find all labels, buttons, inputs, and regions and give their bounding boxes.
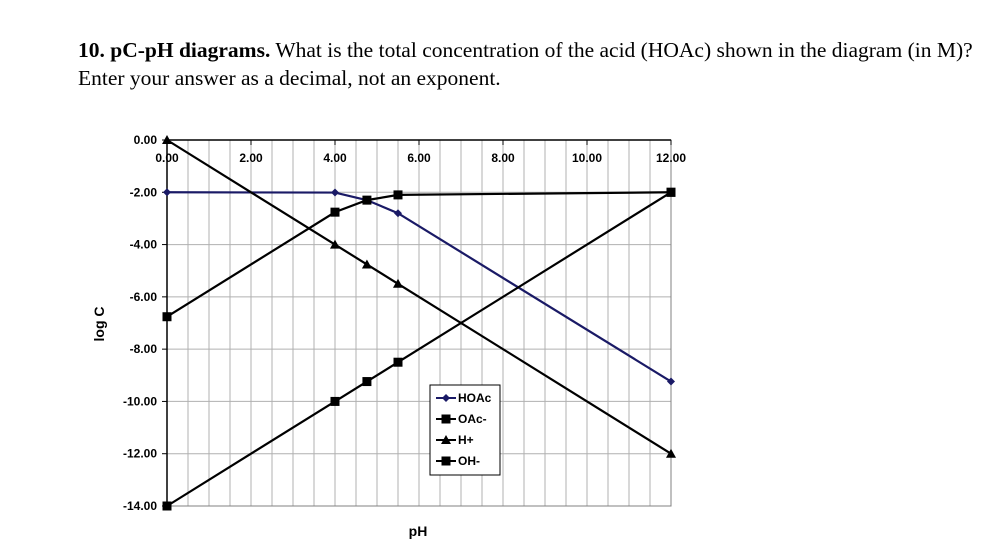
question-body: What is the total concentration of the acid (HOAc) shown in the diagram (in M)? Enter your answer as a decimal, not an exponent.	[78, 38, 973, 90]
y-tick-labels	[123, 133, 167, 513]
data-point-hoac	[163, 188, 171, 196]
question-number-title: 10. pC-pH diagrams.	[78, 38, 271, 62]
y-tick-label: -4.00	[129, 237, 157, 252]
x-tick-labels	[155, 140, 686, 165]
legend-label: HOAc	[458, 391, 492, 405]
legend-label: OAc-	[458, 412, 487, 426]
x-tick-label: 2.00	[239, 151, 263, 165]
x-tick-label: 4.00	[323, 151, 347, 165]
data-point-oh	[163, 502, 172, 511]
legend	[430, 385, 500, 475]
data-point-oh	[362, 377, 371, 386]
x-axis-label: pH	[408, 523, 428, 539]
legend-label: OH-	[458, 454, 480, 468]
x-tick-label: 6.00	[407, 151, 431, 165]
data-point-h	[393, 279, 403, 288]
x-tick-label: 0.00	[155, 151, 179, 165]
legend-swatch-marker	[442, 457, 451, 466]
data-point-oh	[394, 358, 403, 367]
data-point-oac	[394, 190, 403, 199]
x-tick-label: 12.00	[655, 151, 687, 165]
y-axis-label: log C	[91, 306, 107, 342]
y-tick-label: -12.00	[122, 446, 157, 461]
data-point-oac	[331, 208, 340, 217]
y-tick-label: -6.00	[129, 289, 157, 304]
x-tick-label: 8.00	[491, 151, 515, 165]
legend-swatch-marker	[442, 415, 451, 424]
legend-label: H+	[458, 433, 474, 447]
data-point-oac	[163, 312, 172, 321]
data-point-h	[362, 259, 372, 268]
y-tick-label: -2.00	[129, 185, 157, 200]
y-tick-label: -10.00	[122, 394, 157, 409]
data-point-oac	[362, 196, 371, 205]
y-tick-label: -8.00	[129, 342, 157, 357]
y-tick-label: 0.00	[133, 133, 157, 147]
x-tick-label: 10.00	[571, 151, 603, 165]
data-point-oh	[331, 397, 340, 406]
y-tick-label: -14.00	[122, 499, 157, 513]
data-point-hoac	[331, 189, 339, 197]
data-point-oh	[667, 188, 676, 197]
